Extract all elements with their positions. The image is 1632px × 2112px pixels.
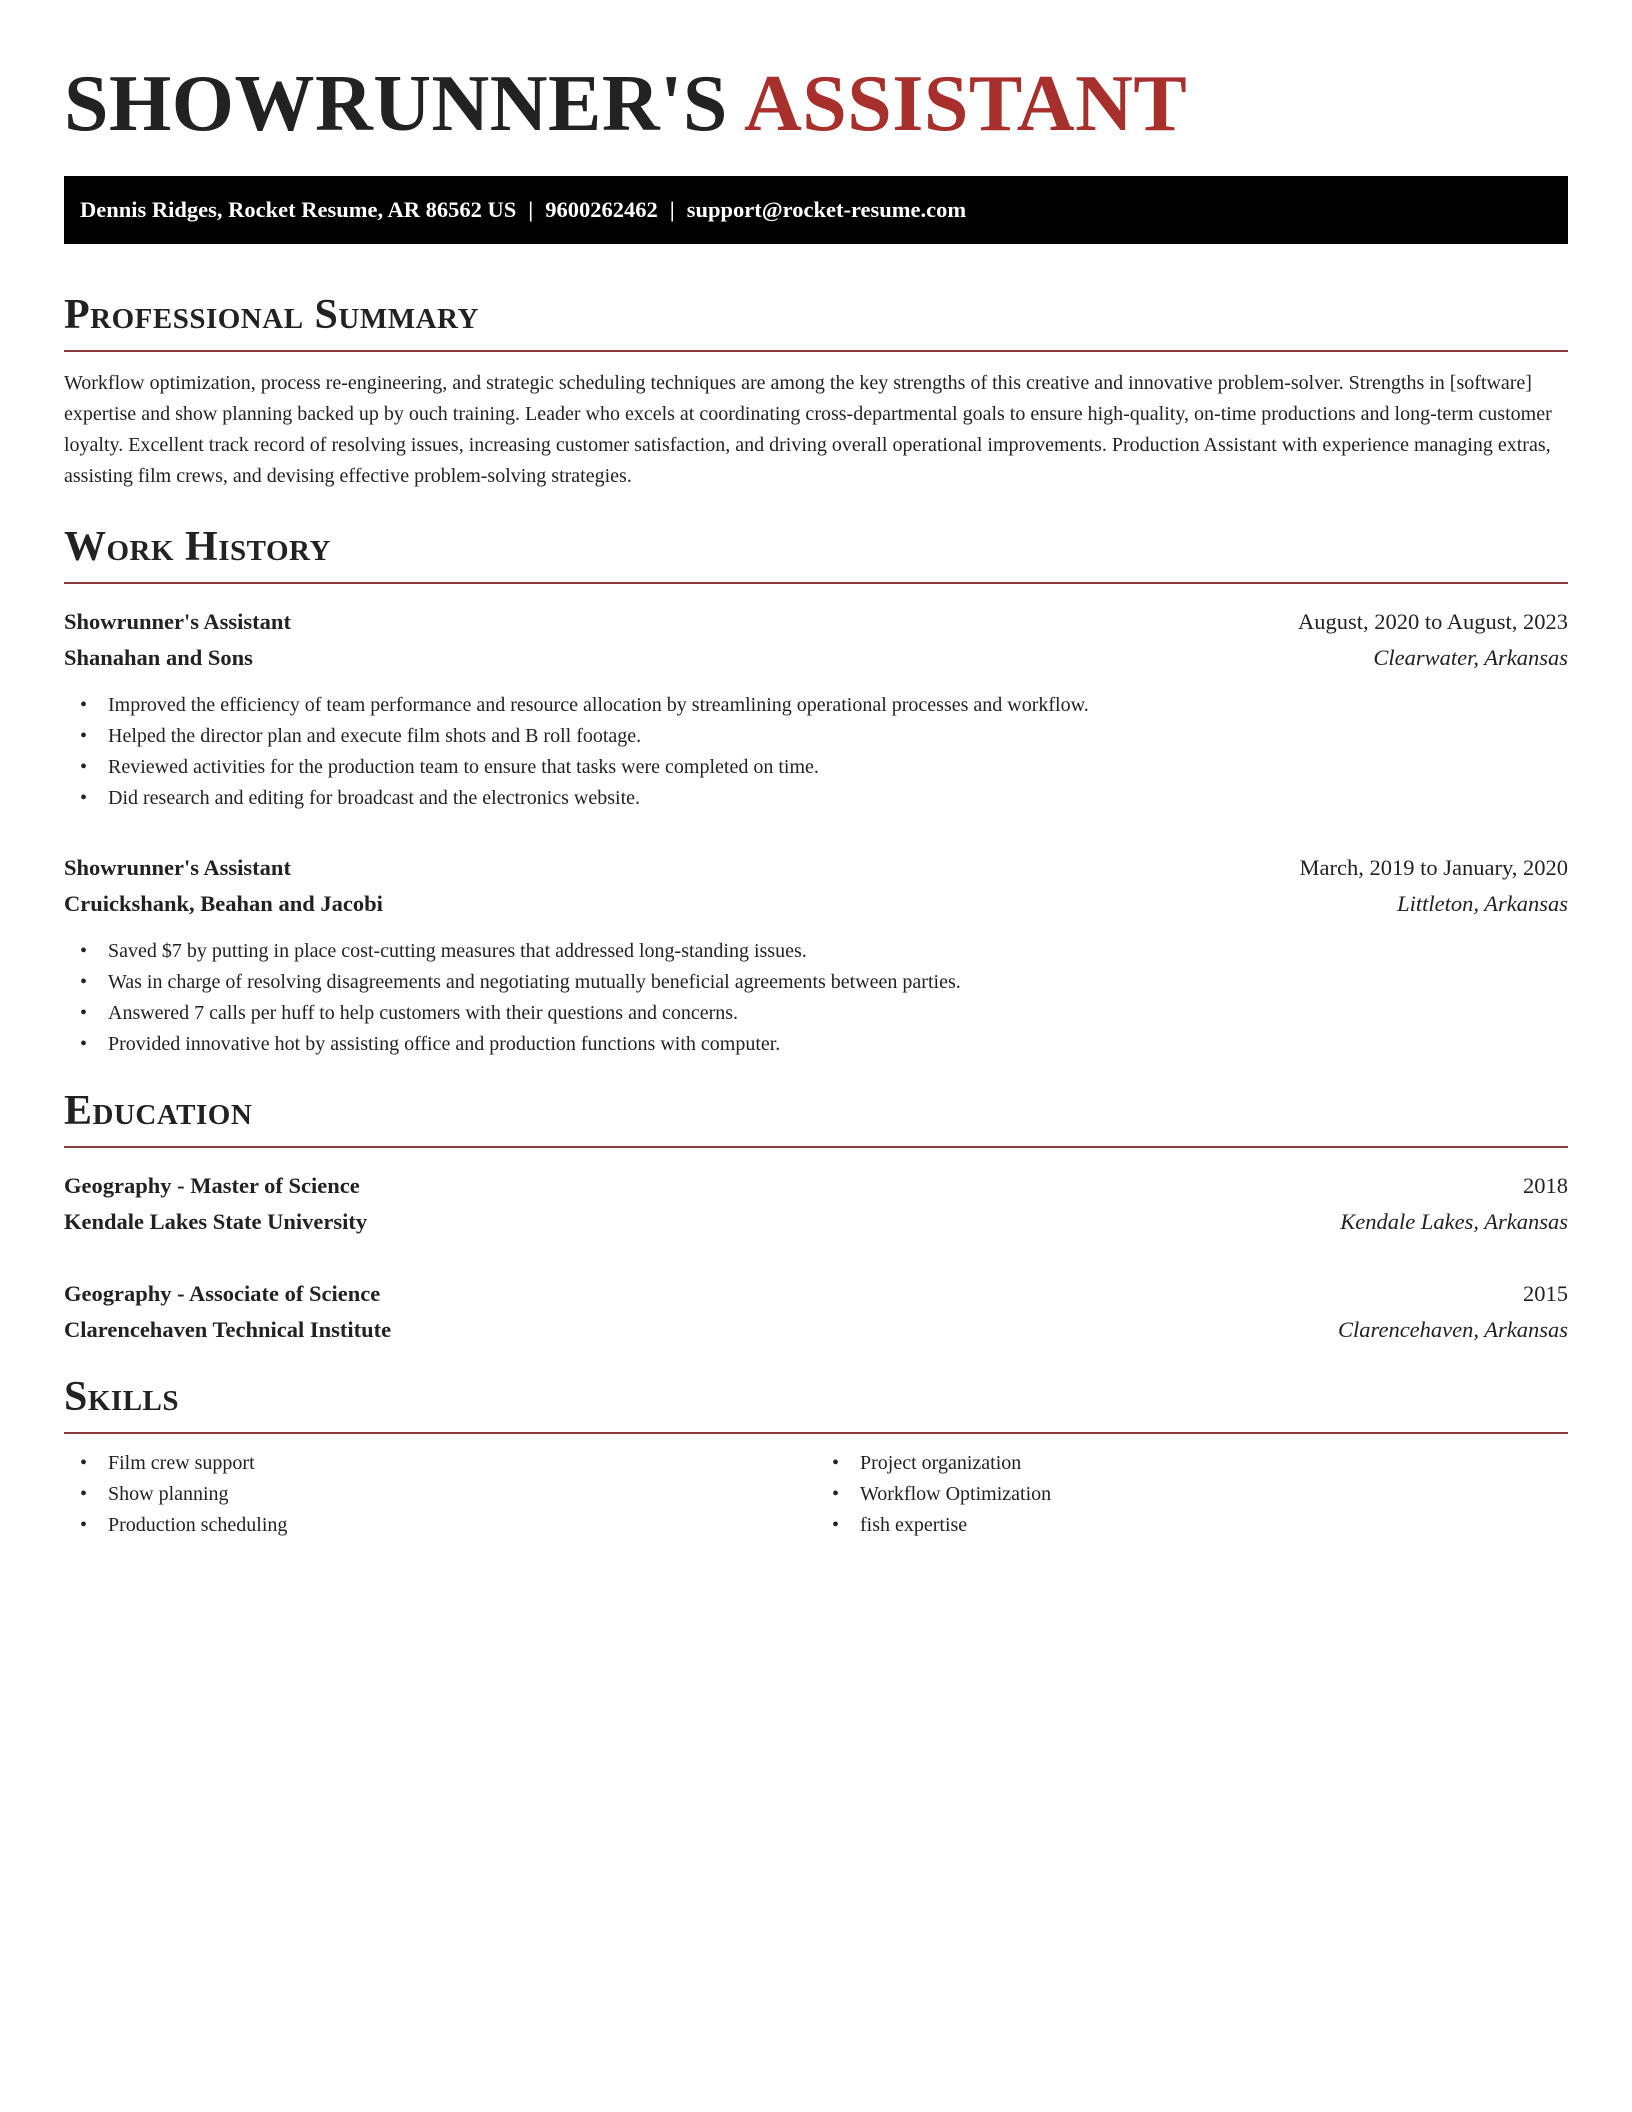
education-school: Kendale Lakes State University xyxy=(64,1209,368,1234)
job-header-row xyxy=(64,850,1568,886)
education-location: Clarencehaven, Arkansas xyxy=(1338,1317,1568,1342)
work-history-section xyxy=(64,522,1568,1060)
contact-bar xyxy=(64,176,1568,244)
section-heading-skills: Skills xyxy=(64,1374,180,1420)
contact-email: support@rocket-resume.com xyxy=(686,197,967,222)
title-role: SHOWRUNNER'S xyxy=(64,60,728,148)
skill-item: • Production scheduling xyxy=(80,1510,816,1541)
job-bullet: • Helped the director plan and execute film shots and B roll footage. xyxy=(80,721,1568,752)
job-title: Showrunner's Assistant xyxy=(64,855,291,880)
skills-grid xyxy=(64,1448,1568,1541)
job-bullets xyxy=(64,936,1568,1060)
skill-item: • fish expertise xyxy=(832,1510,1568,1541)
job-bullets xyxy=(64,690,1568,814)
job-location: Clearwater, Arkansas xyxy=(1373,645,1568,670)
section-heading-work: Work History xyxy=(64,524,331,570)
skill-item: • Show planning xyxy=(80,1479,816,1510)
education-year: 2015 xyxy=(1523,1281,1568,1306)
education-degree: Geography - Associate of Science xyxy=(64,1281,381,1306)
summary-section xyxy=(64,290,1568,492)
job-title: Showrunner's Assistant xyxy=(64,609,291,634)
skill-item: • Film crew support xyxy=(80,1448,816,1479)
section-heading-education: Education xyxy=(64,1088,253,1134)
education-degree: Geography - Master of Science xyxy=(64,1173,360,1198)
skills-section xyxy=(64,1372,1568,1541)
skills-list xyxy=(816,1448,1568,1541)
education-entry xyxy=(64,1168,1568,1240)
education-school-row xyxy=(64,1204,1568,1240)
section-divider xyxy=(64,1432,1568,1434)
job-dates: August, 2020 to August, 2023 xyxy=(1297,609,1568,634)
job-company: Shanahan and Sons xyxy=(64,645,253,670)
resume-title xyxy=(64,56,1568,152)
job-company-row xyxy=(64,886,1568,922)
section-heading-summary: Professional Summary xyxy=(64,292,479,338)
education-location: Kendale Lakes, Arkansas xyxy=(1340,1209,1568,1234)
skills-list xyxy=(64,1448,816,1541)
contact-separator: | xyxy=(669,197,675,222)
section-divider xyxy=(64,582,1568,584)
job-company-row xyxy=(64,640,1568,676)
education-year: 2018 xyxy=(1523,1173,1568,1198)
education-school: Clarencehaven Technical Institute xyxy=(64,1317,392,1342)
skill-item: • Project organization xyxy=(832,1448,1568,1479)
contact-address: Dennis Ridges, Rocket Resume, AR 86562 US xyxy=(80,197,517,222)
skills-column-right xyxy=(816,1448,1568,1541)
education-degree-row xyxy=(64,1168,1568,1204)
job-bullet: • Improved the efficiency of team performance and resource allocation by streamlining operational processes and workflow. xyxy=(80,690,1568,721)
job-company: Cruickshank, Beahan and Jacobi xyxy=(64,891,383,916)
job-bullet: • Did research and editing for broadcast and the electronics website. xyxy=(80,783,1568,814)
job-bullet: • Was in charge of resolving disagreements and negotiating mutually beneficial agreements between parties. xyxy=(80,967,1568,998)
job-header-row xyxy=(64,604,1568,640)
summary-text: Workflow optimization, process re-engineering, and strategic scheduling techniques are among the key strengths of this creative and innovative problem-solver. Strengths in [software] expertise and show planning backed up by ouch training. Leader who excels at coordinating cross-departmental goals to ensure high-quality, on-time productions and long-term customer loyalty. Excellent track record of resolving issues, increasing customer satisfaction, and driving overall operational improvements. Production Assistant with experience managing extras, assisting film crews, and devising effective problem-solving strategies. xyxy=(64,372,1552,487)
job-bullet: • Answered 7 calls per huff to help customers with their questions and concerns. xyxy=(80,998,1568,1029)
skill-item: • Workflow Optimization xyxy=(832,1479,1568,1510)
section-divider xyxy=(64,350,1568,352)
job-bullet: • Saved $7 by putting in place cost-cutting measures that addressed long-standing issues. xyxy=(80,936,1568,967)
job-bullet: • Provided innovative hot by assisting office and production functions with computer. xyxy=(80,1029,1568,1060)
education-section xyxy=(64,1086,1568,1348)
job-location: Littleton, Arkansas xyxy=(1397,891,1568,916)
job-bullet: • Reviewed activities for the production team to ensure that tasks were completed on time. xyxy=(80,752,1568,783)
section-divider xyxy=(64,1146,1568,1148)
skills-column-left xyxy=(64,1448,816,1541)
job-entry xyxy=(64,604,1568,814)
education-degree-row xyxy=(64,1276,1568,1312)
contact-phone: 9600262462 xyxy=(545,197,658,222)
contact-separator: | xyxy=(528,197,534,222)
education-school-row xyxy=(64,1312,1568,1348)
job-dates: March, 2019 to January, 2020 xyxy=(1299,855,1568,880)
job-entry xyxy=(64,850,1568,1060)
education-entry xyxy=(64,1276,1568,1348)
title-role-accent: ASSISTANT xyxy=(743,60,1188,148)
